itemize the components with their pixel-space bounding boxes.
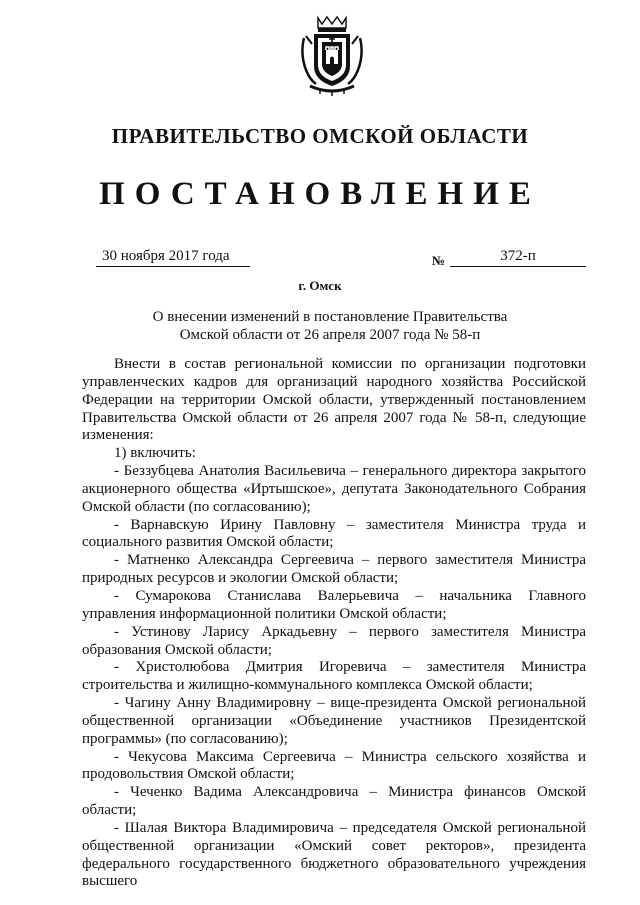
document-body bbox=[82, 356, 586, 891]
number-label: № bbox=[432, 253, 446, 268]
intro-paragraph: Внести в состав региональной комиссии по организации подготовки управленческих кадров для организаций народного хозяйства Российской Федерации на территории Омской области, утвержденный постановлением Правительства Омской области от 26 апреля 2007 года № 58-п, следующие изменения: bbox=[82, 356, 586, 444]
list-item: - Матненко Александра Сергеевича – первого заместителя Министра природных ресурсов и экологии Омской области; bbox=[82, 552, 586, 587]
city: г. Омск bbox=[298, 278, 342, 293]
list-item: - Чеченко Вадима Александровича – Министра финансов Омской области; bbox=[82, 784, 586, 819]
list-item: - Шалая Виктора Владимировича – председателя Омской региональной общественной организации «Омский совет ректоров», президента федерального государственного бюджетного образовательного учреждения высшего bbox=[82, 819, 586, 890]
government-name: ПРАВИТЕЛЬСТВО ОМСКОЙ ОБЛАСТИ bbox=[111, 124, 529, 148]
list-item: - Христолюбова Дмитрия Игоревича – заместителя Министра строительства и жилищно-коммунального комплекса Омской области; bbox=[82, 659, 586, 694]
subject-line-2: Омской области от 26 апреля 2007 года № 58-п bbox=[179, 327, 481, 343]
list-item: - Устинову Ларису Аркадьевну – первого заместителя Министра образования Омской области; bbox=[82, 623, 586, 658]
document-date: 30 ноября 2017 года bbox=[96, 247, 250, 267]
list-item: - Варнавскую Ирину Павловну – заместителя Министра труда и социального развития Омской области; bbox=[82, 516, 586, 551]
list-item: - Беззубцева Анатолия Васильевича – генерального директора закрытого акционерного общества «Иртышское», депутата Законодательного Собрания Омской области (по согласованию); bbox=[82, 463, 586, 515]
omsk-coat-of-arms-icon bbox=[296, 14, 368, 96]
document-type: ПОСТАНОВЛЕНИЕ bbox=[99, 176, 541, 212]
list-heading: 1) включить: bbox=[114, 445, 196, 462]
list-item: - Чекусова Максима Сергеевича – Министра сельского хозяйства и продовольствия Омской области; bbox=[82, 748, 586, 783]
subject-line-1: О внесении изменений в постановление Правительства bbox=[152, 309, 508, 325]
list-item: - Сумарокова Станислава Валерьевича – начальника Главного управления информационной политики Омской области; bbox=[82, 587, 586, 622]
document-subject bbox=[80, 308, 580, 344]
list-item: - Чагину Анну Владимировну – вице-президента Омской региональной общественной организации «Объединение участников Президентской программы» (по согласованию); bbox=[82, 695, 586, 747]
document-number: 372-п bbox=[450, 247, 586, 267]
